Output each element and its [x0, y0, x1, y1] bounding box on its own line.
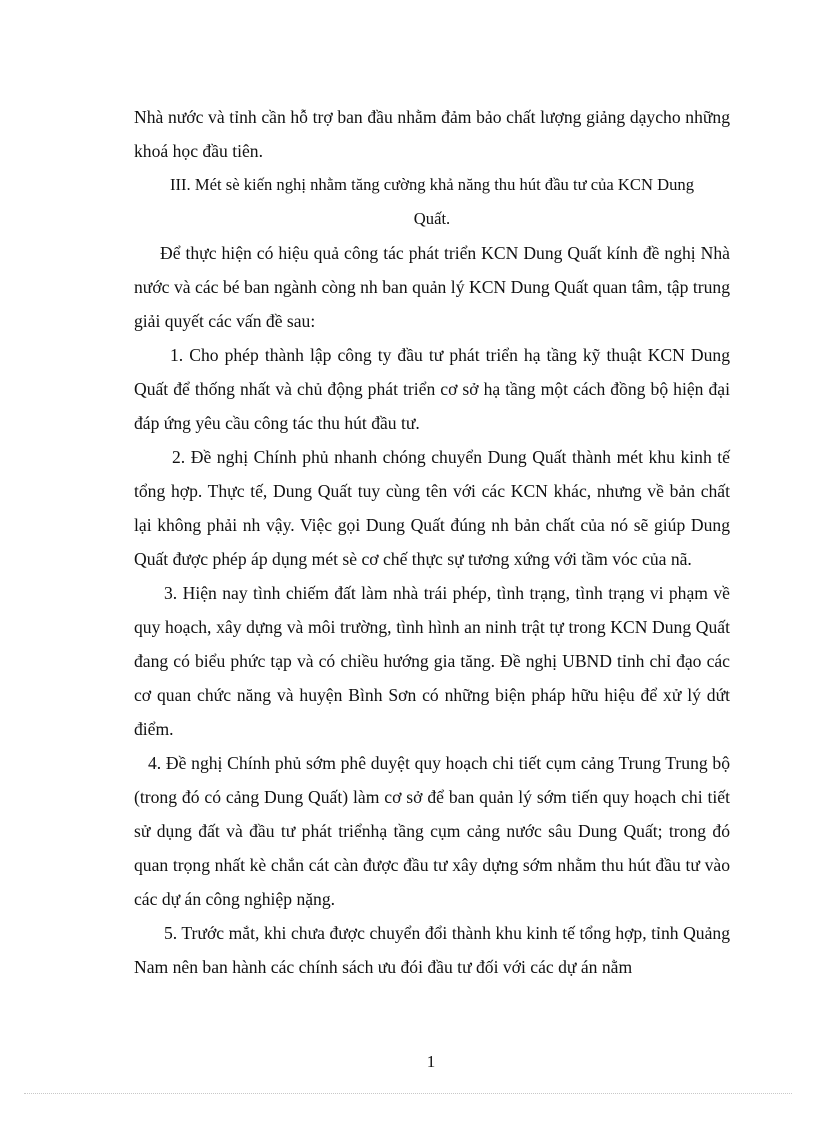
paragraph-item-2: 2. Đề nghị Chính phủ nhanh chóng chuyển Dung Quất thành mét khu kinh tế tổng hợp. Thực tế, Dung Quất tuy cùng tên với các KCN khác, nhưng về bản chất lại không phải nh vậy. Việc gọi Dung Quất đúng nh bản chất của nó sẽ giúp Dung Quất được phép áp dụng mét sè cơ chế thực sự tương xứng với tầm vóc của nã.	[134, 447, 730, 569]
paragraph-item-5: 5. Trước mắt, khi chưa được chuyển đổi thành khu kinh tế tổng hợp, tỉnh Quảng Nam nên ban hành các chính sách ưu đói đầu tư đối với các dự án nằm	[134, 923, 730, 977]
paragraph-item-4: 4. Đề nghị Chính phủ sớm phê duyệt quy hoạch chi tiết cụm cảng Trung Trung bộ (trong đó có cảng Dung Quất) làm cơ sở để ban quản lý sớm tiến quy hoạch chi tiết sử dụng đất và đầu tư phát triểnhạ tầng cụm cảng nước sâu Dung Quất; trong đó quan trọng nhất kè chắn cát càn được đầu tư xây dựng sớm nhằm thu hút đầu tư vào các dự án công nghiệp nặng.	[134, 753, 730, 909]
paragraph-request: Để thực hiện có hiệu quả công tác phát triển KCN Dung Quất kính đề nghị Nhà nước và các bé ban ngành còng nh ban quản lý KCN Dung Quất quan tâm, tập trung giải quyết các vấn đề sau:	[134, 243, 730, 331]
document-body	[134, 100, 730, 984]
section-heading-line-1: III. Mét sè kiến nghị nhằm tăng cường khả năng thu hút đầu tư của KCN Dung	[169, 175, 694, 194]
page-bottom-divider	[24, 1093, 792, 1094]
paragraph-item-1: 1. Cho phép thành lập công ty đầu tư phát triển hạ tầng kỹ thuật KCN Dung Quất để thống nhất và chủ động phát triển cơ sở hạ tầng một cách đồng bộ hiện đại đáp ứng yêu cầu công tác thu hút đầu tư.	[134, 345, 730, 433]
page-number: 1	[426, 1052, 436, 1071]
paragraph-item-3: 3. Hiện nay tình chiếm đất làm nhà trái phép, tình trạng, tình trạng vi phạm về quy hoạch, xây dựng và môi trường, tình hình an ninh trật tự trong KCN Dung Quất đang có biểu phức tạp và có chiều hướng gia tăng. Đề nghị UBND tỉnh chỉ đạo các cơ quan chức năng và huyện Bình Sơn có những biện pháp hữu hiệu để xử lý dứt điểm.	[134, 583, 730, 739]
section-heading-line-2: Quất.	[413, 209, 451, 228]
paragraph-intro: Nhà nước và tỉnh cần hỗ trợ ban đầu nhằm đảm bảo chất lượng giảng dạycho những khoá học đầu tiên.	[134, 107, 730, 161]
